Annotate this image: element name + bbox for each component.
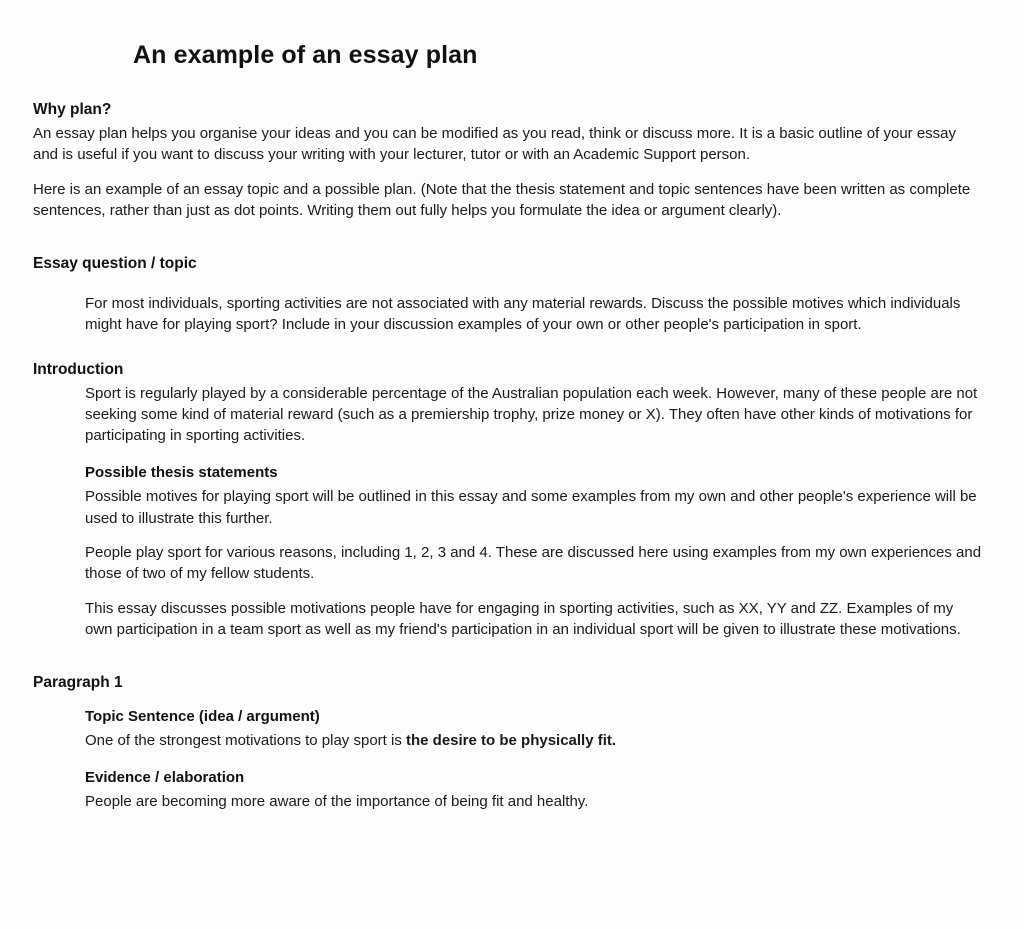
section-heading-paragraph-1: Paragraph 1 [33,674,123,692]
sub-heading-possible-thesis-statements: Possible thesis statements [85,464,278,482]
thesis-statement-1: Possible motives for playing sport will be outlined in this essay and some examples from my own and other people's experience will be used to illustrate this further. [85,488,977,527]
spacer [85,751,983,767]
section-paragraph-1 [33,673,983,813]
why-plan-paragraph-1: An essay plan helps you organise your ideas and you can be modified as you read, think or discuss more. It is a basic outline of your essay and is useful if you want to discuss your writing with your lecturer, tutor or with an Academic Support person. [33,124,957,164]
topic-sentence-block [85,706,983,813]
section-heading-why-plan: Why plan? [33,101,112,118]
spacer [33,696,983,706]
spacer [33,277,983,293]
introduction-body: Sport is regularly played by a considerable percentage of the Australian population each week. However, many of these people are not seeking some kind of material reward (such as a premiership trophy, prize money or X). They often have other kinds of motivations for participating in sporting activities. [85,384,978,445]
sub-heading-evidence-elaboration: Evidence / elaboration [85,769,245,787]
evidence-text: People are becoming more aware of the importance of being fit and healthy. [85,793,589,811]
thesis-statements-block [85,462,983,640]
section-heading-introduction: Introduction [33,360,124,378]
thesis-statement-3: This essay discusses possible motivations people have for engaging in sporting activities, such as XX, YY and ZZ. Examples of my own participation in a team sport as well as my friend's participation in an individual sport will be given to illustrate these motivations. [85,599,961,638]
spacer [33,640,983,673]
section-why-plan [33,100,983,221]
section-essay-question [33,254,983,336]
sub-heading-topic-sentence: Topic Sentence (idea / argument) [85,708,320,726]
topic-sentence-text-plain: One of the strongest motivations to play sport is [85,732,406,750]
spacer [33,221,983,254]
topic-sentence-text [85,730,983,751]
essay-question-body: For most individuals, sporting activities are not associated with any material rewards. Discuss the possible motives which individuals might have for playing sport? Include in your discussion examples of your own or other people's participation in sport. [85,295,961,334]
section-introduction [33,360,983,641]
thesis-statement-2: People play sport for various reasons, including 1, 2, 3 and 4. These are discussed here using examples from my own experiences and those of two of my fellow students. [85,544,982,583]
spacer [33,446,983,462]
document-body [33,100,983,813]
spacer [33,336,983,360]
section-heading-essay-question: Essay question / topic [33,255,197,273]
topic-sentence-text-bold: the desire to be physically fit. [406,732,617,750]
why-plan-paragraph-2: Here is an example of an essay topic and a possible plan. (Note that the thesis statement and topic sentences have been written as complete sentences, rather than just as dot points. Writing them out fully helps you formulate the idea or argument clearly). [33,180,971,219]
page-title: An example of an essay plan [133,41,478,69]
